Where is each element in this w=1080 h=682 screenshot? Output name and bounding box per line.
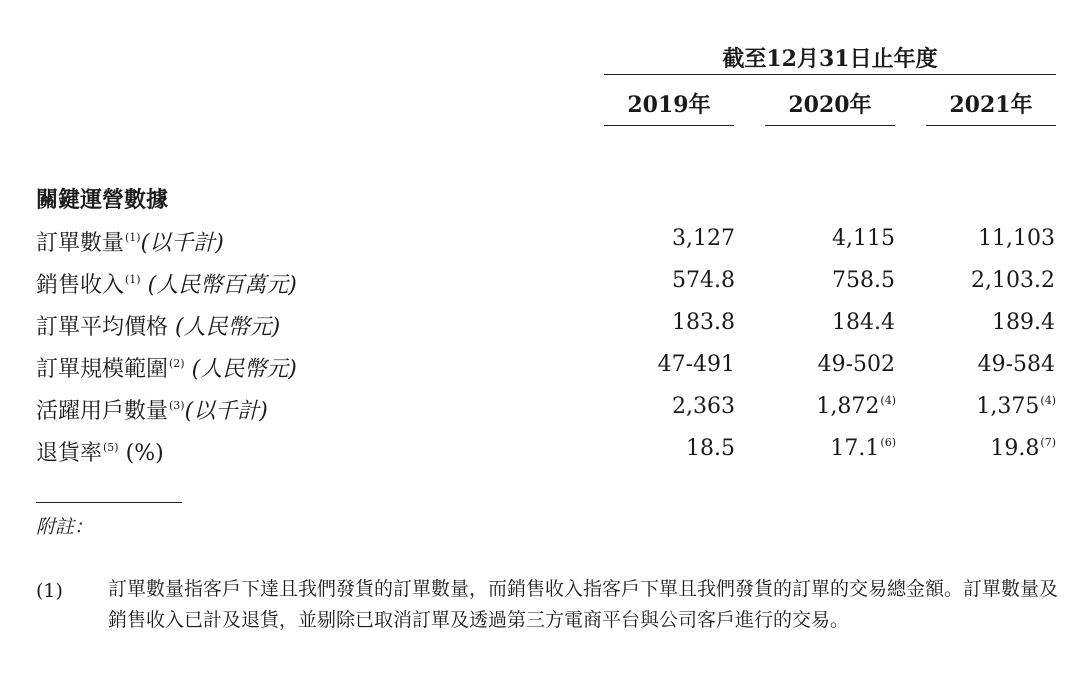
row-label-text: 退貨率 — [36, 441, 103, 466]
table-cell: 47-491 — [657, 352, 735, 377]
row-label-sup: (1) — [125, 273, 141, 286]
row-label-text: 訂單數量 — [36, 231, 125, 256]
table-cell: 758.5 — [832, 268, 895, 293]
year-2021-rule — [926, 125, 1056, 126]
row-label-sup: (5) — [103, 441, 119, 454]
row-label — [36, 310, 280, 341]
period-rule — [604, 74, 1056, 75]
row-label-unit: (人民幣元) — [175, 315, 281, 340]
row-label-text: 訂單平均價格 — [36, 315, 169, 340]
row-label-unit: (以千計) — [140, 231, 224, 256]
table-cell: 1,872$^{(4)}$ — [816, 394, 896, 419]
table-cell: 1,375$^{(4)}$ — [976, 394, 1056, 419]
row-label-sup: (3) — [169, 399, 185, 412]
row-label-text: 銷售收入 — [36, 273, 125, 298]
table-cell: 183.8 — [672, 310, 735, 335]
table-cell: 49-502 — [817, 352, 895, 377]
table-cell: 189.4 — [992, 310, 1055, 335]
row-label — [36, 226, 224, 257]
footnote-text: 訂單數量指客戶下達且我們發貨的訂單數量，而銷售收入指客戶下單且我們發貨的訂單的交易總金額。訂單數量及銷售收入已計及退貨，並剔除已取消訂單及透過第三方電商平台與公司客戶進行的交易。 — [108, 578, 1059, 631]
row-label-text: 活躍用戶數量 — [36, 399, 169, 424]
table-cell: 17.1$^{(6)}$ — [830, 436, 896, 461]
table-cell: 574.8 — [672, 268, 735, 293]
row-label-unit: (以千計) — [184, 399, 268, 424]
row-label — [36, 436, 164, 467]
year-2019-header: 2019年 — [627, 92, 711, 118]
year-2020-rule — [765, 125, 895, 126]
table-cell: 2,103.2 — [971, 268, 1055, 293]
year-2021-header: 2021年 — [949, 92, 1033, 118]
table-cell: 19.8$^{(7)}$ — [990, 436, 1056, 461]
row-label — [36, 394, 268, 425]
table-cell: 3,127 — [672, 226, 735, 251]
row-label — [36, 352, 297, 383]
notes-title: 附註： — [36, 516, 94, 538]
table-cell: 11,103 — [978, 226, 1055, 251]
notes-divider — [36, 502, 182, 503]
year-2019-rule — [604, 125, 734, 126]
row-label — [36, 268, 297, 299]
table-cell: 4,115 — [832, 226, 895, 251]
row-label-unit: (人民幣百萬元) — [147, 273, 297, 298]
footnote-number: (1) — [36, 580, 63, 602]
row-label-sup: (1) — [125, 231, 141, 244]
row-label-text: 訂單規模範圍 — [36, 357, 169, 382]
row-label-unit: (人民幣元) — [191, 357, 297, 382]
table-cell: 49-584 — [977, 352, 1055, 377]
period-header: 截至12月31日止年度 — [722, 46, 938, 72]
row-label-unit: (%) — [125, 441, 164, 466]
year-2020-header: 2020年 — [788, 92, 872, 118]
section-title: 關鍵運營數據 — [36, 187, 169, 213]
row-label-sup: (2) — [169, 357, 185, 370]
table-cell: 2,363 — [672, 394, 735, 419]
table-cell: 18.5 — [686, 436, 735, 461]
table-cell: 184.4 — [832, 310, 895, 335]
